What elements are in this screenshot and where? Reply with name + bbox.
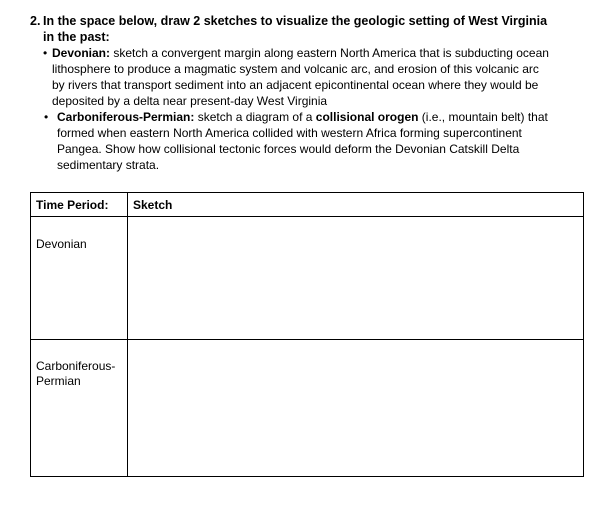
bullet-body [52, 45, 550, 109]
column-header-time-period: Time Period: [31, 193, 128, 217]
table-row [31, 340, 584, 477]
period-cell [31, 340, 128, 477]
list-item-devonian [43, 45, 550, 109]
bullet-body [57, 109, 550, 173]
question-block [30, 13, 550, 173]
question-prompt [30, 13, 550, 45]
period-label: Devonian [36, 237, 87, 251]
list-item-carboniferous-permian [43, 109, 550, 173]
bullet-text-after: (i.e., mountain belt) that formed when eastern North America collided with western Africa forming supercontinent Pangea. Show how collisional tectonic forces would deform the Devonian Catskill Delta sedimentary strata. [57, 110, 548, 172]
table-header-row [31, 193, 584, 217]
sketch-area-carboniferous-permian[interactable] [128, 340, 584, 477]
sketch-table [30, 192, 584, 477]
bullet-marker: • [44, 110, 49, 124]
bullet-text: sketch a diagram of a [194, 110, 316, 124]
bullet-emphasis: collisional orogen [315, 110, 419, 124]
period-cell [31, 217, 128, 340]
question-number: 2. [30, 14, 41, 28]
bullet-marker: • [43, 46, 48, 60]
bullet-text: sketch a convergent margin along eastern North America that is subducting ocean lithosphere to produce a magmatic system and volcanic arc, and erosion of this volcanic arc by rivers that transport sediment into an adjacent epicontinental ocean where they would be deposited by a delta near present-day West Virginia [52, 46, 549, 108]
instruction-list [30, 45, 550, 173]
period-label: Carboniferous-Permian [36, 359, 116, 388]
table-row [31, 217, 584, 340]
bullet-term: Carboniferous-Permian: [57, 110, 195, 124]
sketch-area-devonian[interactable] [128, 217, 584, 340]
column-header-sketch: Sketch [128, 193, 584, 217]
question-text: In the space below, draw 2 sketches to visualize the geologic setting of West Virginia in the past: [43, 14, 548, 44]
bullet-term: Devonian: [52, 46, 111, 60]
